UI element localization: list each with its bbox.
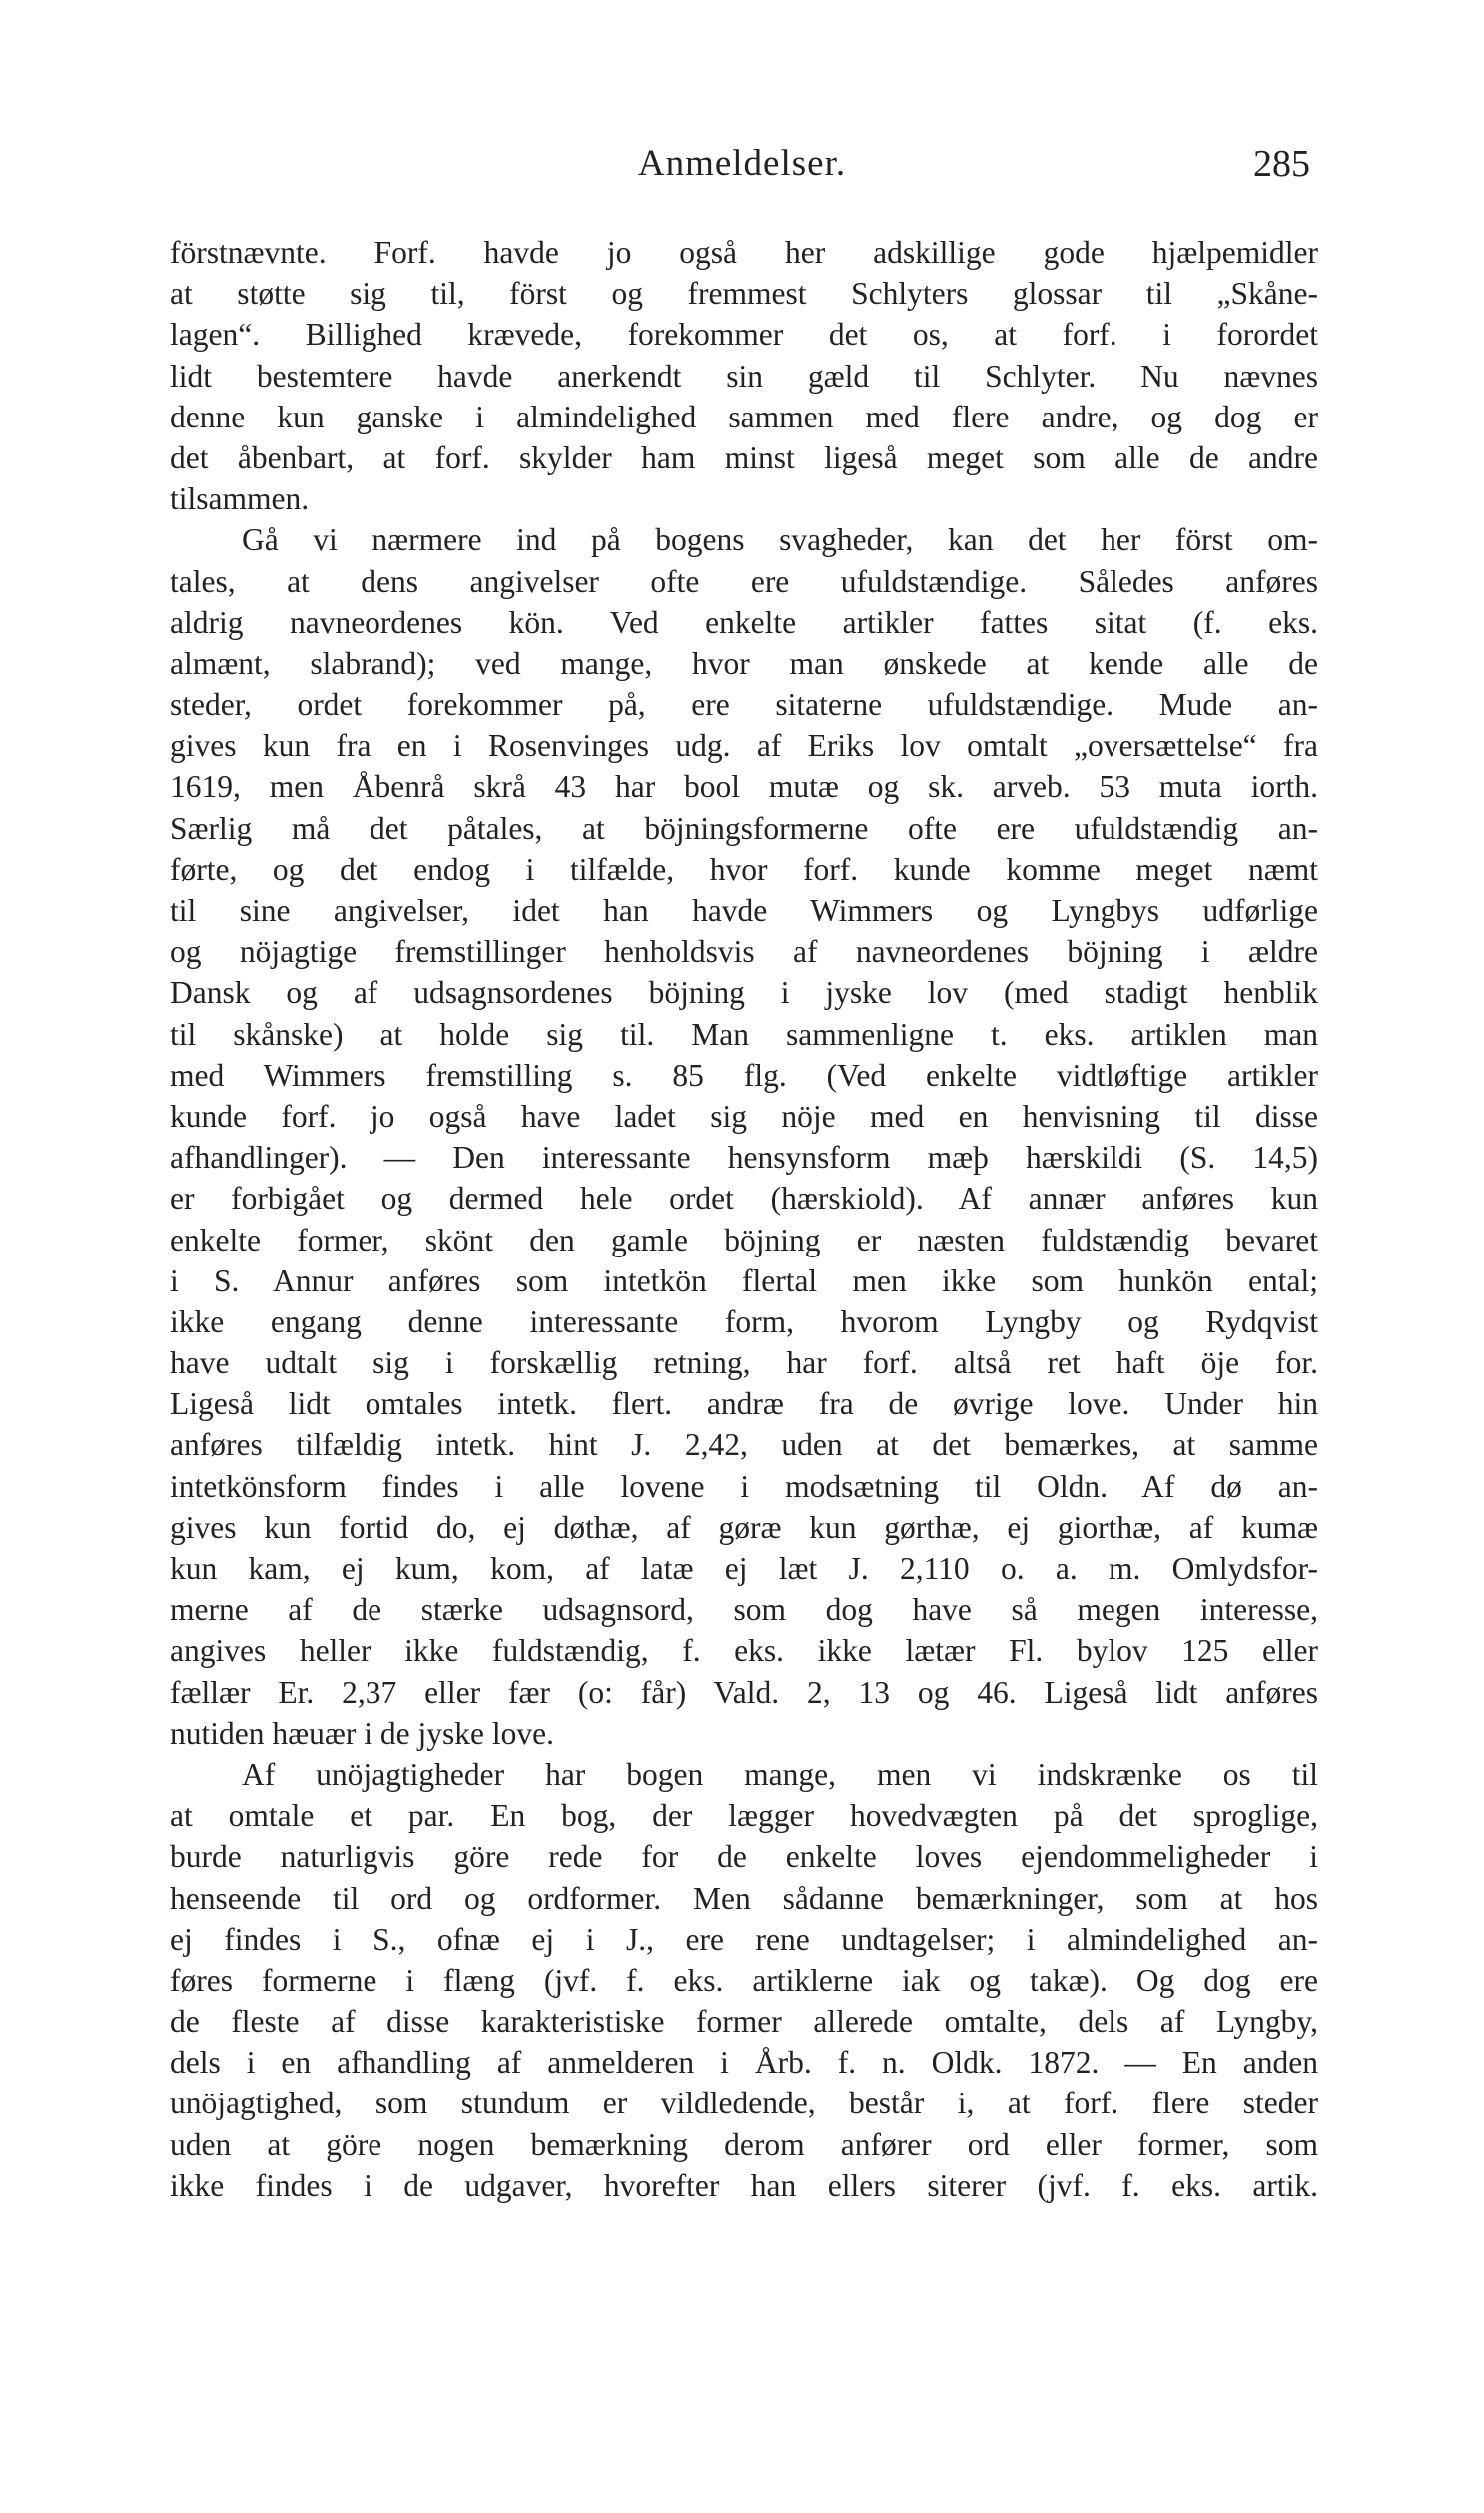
text-line: angives heller ikke fuldstændig, f. eks. ikke lætær Fl. bylov 125 eller [170, 1633, 1318, 1669]
text-line: er forbigået og dermed hele ordet (hærskiold). Af annær anføres kun [170, 1181, 1318, 1217]
text-line: gives kun fra en i Rosenvinges udg. af Eriks lov omtalt „oversættelse“ fra [170, 728, 1318, 764]
paragraph-end-line: tilsammen. [170, 481, 310, 517]
text-line: Af unöjagtigheder har bogen mange, men vi indskrænke os til [242, 1756, 1318, 1792]
text-line: almænt, slabrand); ved mange, hvor man ønskede at kende alle de [170, 645, 1318, 681]
text-line: Dansk og af udsagnsordenes böjning i jyske lov (med stadigt henblik [170, 975, 1318, 1011]
text-line: anføres tilfældig intetk. hint J. 2,42, uden at det bemærkes, at samme [170, 1427, 1318, 1463]
text-line: aldrig navneordenes kön. Ved enkelte artikler fattes sitat (f. eks. [170, 604, 1318, 640]
text-line: og nöjagtige fremstillinger henholdsvis af navneordenes böjning i ældre [170, 934, 1318, 970]
text-line: Gå vi nærmere ind på bogens svagheder, kan det her först om- [242, 522, 1318, 558]
page-number: 285 [1253, 143, 1310, 185]
text-line: det åbenbart, at forf. skylder ham minst ligeså meget som alle de andre [170, 439, 1318, 475]
text-line: at støtte sig til, först og fremmest Schlyters glossar til „Skåne- [170, 276, 1318, 312]
text-line: lidt bestemtere havde anerkendt sin gæld til Schlyter. Nu nævnes [170, 358, 1318, 394]
text-line: have udtalt sig i forskællig retning, har forf. altså ret haft öje for. [170, 1345, 1318, 1381]
text-line: förstnævnte. Forf. havde jo også her adskillige gode hjælpemidler [170, 235, 1318, 270]
text-line: fællær Er. 2,37 eller fær (o: får) Vald. 2, 13 og 46. Ligeså lidt anføres [170, 1674, 1318, 1710]
text-line: intetkönsform findes i alle lovene i modsætning til Oldn. Af dø an- [170, 1468, 1318, 1504]
text-line: Ligeså lidt omtales intetk. flert. andræ fra de øvrige love. Under hin [170, 1386, 1318, 1422]
running-title: Anmeldelser. [637, 143, 847, 184]
text-line: uden at göre nogen bemærkning derom anfører ord eller former, som [170, 2126, 1318, 2162]
text-line: til sine angivelser, idet han havde Wimmers og Lyngbys udførlige [170, 893, 1318, 928]
text-line: merne af de stærke udsagnsord, som dog have så megen interesse, [170, 1592, 1318, 1628]
text-line: ikke engang denne interessante form, hvorom Lyngby og Rydqvist [170, 1303, 1318, 1339]
text-line: lagen“. Billighed krævede, forekommer det os, at forf. i forordet [170, 317, 1318, 353]
text-line: i S. Annur anføres som intetkön flertal men ikke som hunkön ental; [170, 1262, 1318, 1298]
text-line: enkelte former, skönt den gamle böjning er næsten fuldstændig bevaret [170, 1222, 1318, 1257]
text-line: afhandlinger). — Den interessante hensynsform mæþ hærskildi (S. 14,5) [170, 1140, 1318, 1176]
text-line: steder, ordet forekommer på, ere sitaterne ufuldstændige. Mude an- [170, 687, 1318, 723]
text-line: til skånske) at holde sig til. Man sammenligne t. eks. artiklen man [170, 1016, 1318, 1052]
text-line: at omtale et par. En bog, der lægger hovedvægten på det sproglige, [170, 1798, 1318, 1834]
text-line: kun kam, ej kum, kom, af latæ ej læt J. 2,110 o. a. m. Omlydsfor- [170, 1551, 1318, 1586]
text-line: tales, at dens angivelser ofte ere ufuldstændige. Således anføres [170, 563, 1318, 599]
text-line: 1619, men Åbenrå skrå 43 har bool mutæ og sk. arveb. 53 muta iorth. [170, 769, 1318, 805]
text-line: kunde forf. jo også have ladet sig nöje med en henvisning til disse [170, 1098, 1318, 1134]
text-line: med Wimmers fremstilling s. 85 flg. (Ved enkelte vidtløftige artikler [170, 1057, 1318, 1093]
text-line: Særlig må det påtales, at böjningsformerne ofte ere ufuldstændig an- [170, 810, 1318, 846]
text-line: føres formerne i flæng (jvf. f. eks. artiklerne iak og takæ). Og dog ere [170, 1962, 1318, 1998]
running-head [0, 140, 1484, 188]
text-line: unöjagtighed, som stundum er vildledende, består i, at forf. flere steder [170, 2086, 1318, 2121]
text-line: ej findes i S., ofnæ ej i J., ere rene undtagelser; i almindelighed an- [170, 1921, 1318, 1957]
text-line: de fleste af disse karakteristiske former allerede omtalte, dels af Lyngby, [170, 2004, 1318, 2040]
text-line: dels i en afhandling af anmelderen i Årb. f. n. Oldk. 1872. — En anden [170, 2045, 1318, 2081]
text-line: denne kun ganske i almindelighed sammen med flere andre, og dog er [170, 399, 1318, 434]
body-text [170, 232, 1318, 2206]
text-line: henseende til ord og ordformer. Men sådanne bemærkninger, som at hos [170, 1880, 1318, 1916]
text-line: burde naturligvis göre rede for de enkelte loves ejendommeligheder i [170, 1839, 1318, 1875]
text-line: ikke findes i de udgaver, hvorefter han ellers siterer (jvf. f. eks. artik. [170, 2167, 1318, 2203]
text-line: gives kun fortid do, ej døthæ, af gøræ kun gørthæ, ej giorthæ, af kumæ [170, 1509, 1318, 1545]
paragraph-end-line: nutiden hæuær i de jyske love. [170, 1715, 554, 1751]
text-line: førte, og det endog i tilfælde, hvor forf. kunde komme meget næmt [170, 851, 1318, 887]
